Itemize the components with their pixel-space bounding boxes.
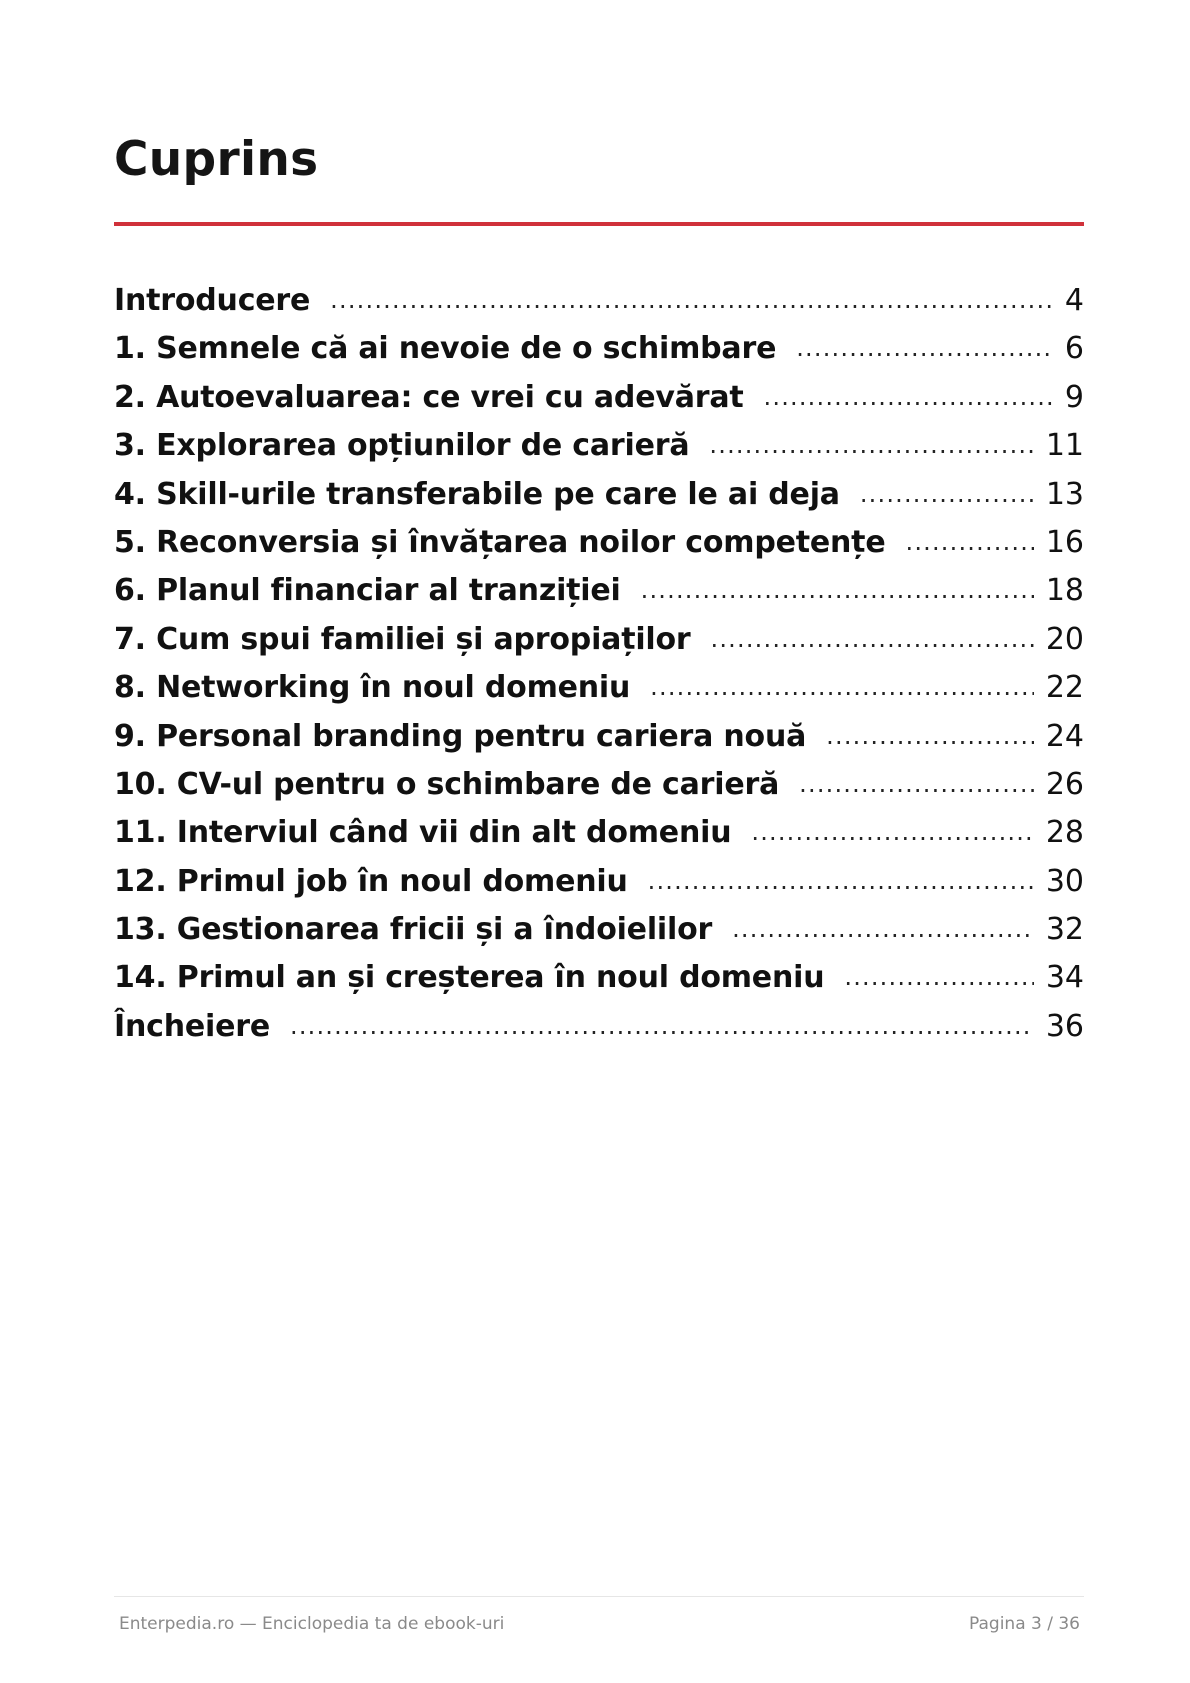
toc-entry-page: 13 xyxy=(1045,476,1084,512)
toc-entry-page: 4 xyxy=(1064,283,1084,318)
toc-entry-page: 6 xyxy=(1064,331,1084,367)
toc-entry-chapter-7[interactable] xyxy=(114,616,1084,664)
toc-dot-leader xyxy=(796,324,1053,372)
toc-dot-leader xyxy=(826,712,1034,760)
title-divider xyxy=(114,222,1084,226)
toc-entry-chapter-2[interactable] xyxy=(114,374,1084,422)
toc-dot-leader xyxy=(844,953,1033,1001)
toc-entry-page: 26 xyxy=(1045,766,1084,802)
toc-dot-leader xyxy=(799,760,1034,808)
toc-dot-leader xyxy=(290,1002,1034,1050)
toc-entry-page: 9 xyxy=(1064,379,1084,415)
toc-entry-page: 30 xyxy=(1045,863,1084,899)
toc-entry-page: 22 xyxy=(1045,670,1084,706)
toc-entry-title: 2. Autoevaluarea: ce vrei cu adevărat xyxy=(114,379,744,415)
toc-entry-page: 34 xyxy=(1045,960,1084,996)
toc-entry-title: 8. Networking în noul domeniu xyxy=(114,670,631,706)
toc-entry-page: 32 xyxy=(1045,912,1084,948)
toc-entry-chapter-1[interactable] xyxy=(114,325,1084,373)
table-of-contents xyxy=(114,277,1084,1051)
toc-dot-leader xyxy=(751,808,1033,856)
toc-entry-page: 16 xyxy=(1045,524,1084,560)
toc-entry-title: 10. CV-ul pentru o schimbare de carieră xyxy=(114,766,780,802)
toc-entry-title: 11. Interviul când vii din alt domeniu xyxy=(114,815,732,851)
toc-entry-introducere[interactable] xyxy=(114,277,1084,325)
toc-entry-title: 5. Reconversia și învățarea noilor competențe xyxy=(114,524,886,560)
toc-entry-chapter-14[interactable] xyxy=(114,954,1084,1002)
footer-page-number: Pagina 3 / 36 xyxy=(969,1614,1080,1634)
toc-entry-title: 6. Planul financiar al tranziției xyxy=(114,573,621,609)
footer-site-tagline: Enterpedia.ro — Enciclopedia ta de ebook-uri xyxy=(119,1614,505,1634)
toc-entry-page: 36 xyxy=(1045,1008,1084,1044)
toc-entry-incheiere[interactable] xyxy=(114,1003,1084,1051)
toc-entry-page: 20 xyxy=(1045,621,1084,657)
toc-dot-leader xyxy=(860,470,1034,518)
toc-entry-title: 1. Semnele că ai nevoie de o schimbare xyxy=(114,331,777,367)
toc-entry-page: 11 xyxy=(1045,428,1084,464)
toc-dot-leader xyxy=(648,857,1034,905)
toc-entry-chapter-12[interactable] xyxy=(114,858,1084,906)
toc-entry-chapter-3[interactable] xyxy=(114,422,1084,470)
toc-dot-leader xyxy=(650,663,1034,711)
toc-dot-leader xyxy=(711,615,1034,663)
toc-dot-leader xyxy=(709,421,1033,469)
toc-entry-page: 24 xyxy=(1045,718,1084,754)
toc-entry-chapter-13[interactable] xyxy=(114,906,1084,954)
toc-entry-title: Introducere xyxy=(114,283,311,318)
toc-entry-title: Încheiere xyxy=(114,1008,270,1044)
toc-entry-page: 28 xyxy=(1045,815,1084,851)
toc-entry-page: 18 xyxy=(1045,573,1084,609)
toc-entry-title: 9. Personal branding pentru cariera nouă xyxy=(114,718,807,754)
toc-entry-title: 7. Cum spui familiei și apropiaților xyxy=(114,621,691,657)
toc-dot-leader xyxy=(905,518,1033,566)
toc-entry-chapter-9[interactable] xyxy=(114,713,1084,761)
toc-entry-chapter-4[interactable] xyxy=(114,471,1084,519)
toc-dot-leader xyxy=(764,373,1053,421)
toc-entry-chapter-8[interactable] xyxy=(114,664,1084,712)
toc-entry-chapter-11[interactable] xyxy=(114,809,1084,857)
toc-dot-leader xyxy=(330,276,1053,324)
page-title: Cuprins xyxy=(114,132,319,187)
toc-entry-chapter-5[interactable] xyxy=(114,519,1084,567)
toc-entry-title: 3. Explorarea opțiunilor de carieră xyxy=(114,428,690,464)
toc-entry-chapter-6[interactable] xyxy=(114,567,1084,615)
toc-entry-title: 13. Gestionarea fricii și a îndoielilor xyxy=(114,912,713,948)
toc-entry-title: 12. Primul job în noul domeniu xyxy=(114,863,628,899)
toc-dot-leader xyxy=(732,905,1034,953)
toc-dot-leader xyxy=(641,566,1034,614)
footer-divider xyxy=(114,1596,1084,1597)
toc-entry-title: 4. Skill-urile transferabile pe care le ai deja xyxy=(114,476,840,512)
toc-entry-chapter-10[interactable] xyxy=(114,761,1084,809)
toc-entry-title: 14. Primul an și creșterea în noul domeniu xyxy=(114,960,825,996)
